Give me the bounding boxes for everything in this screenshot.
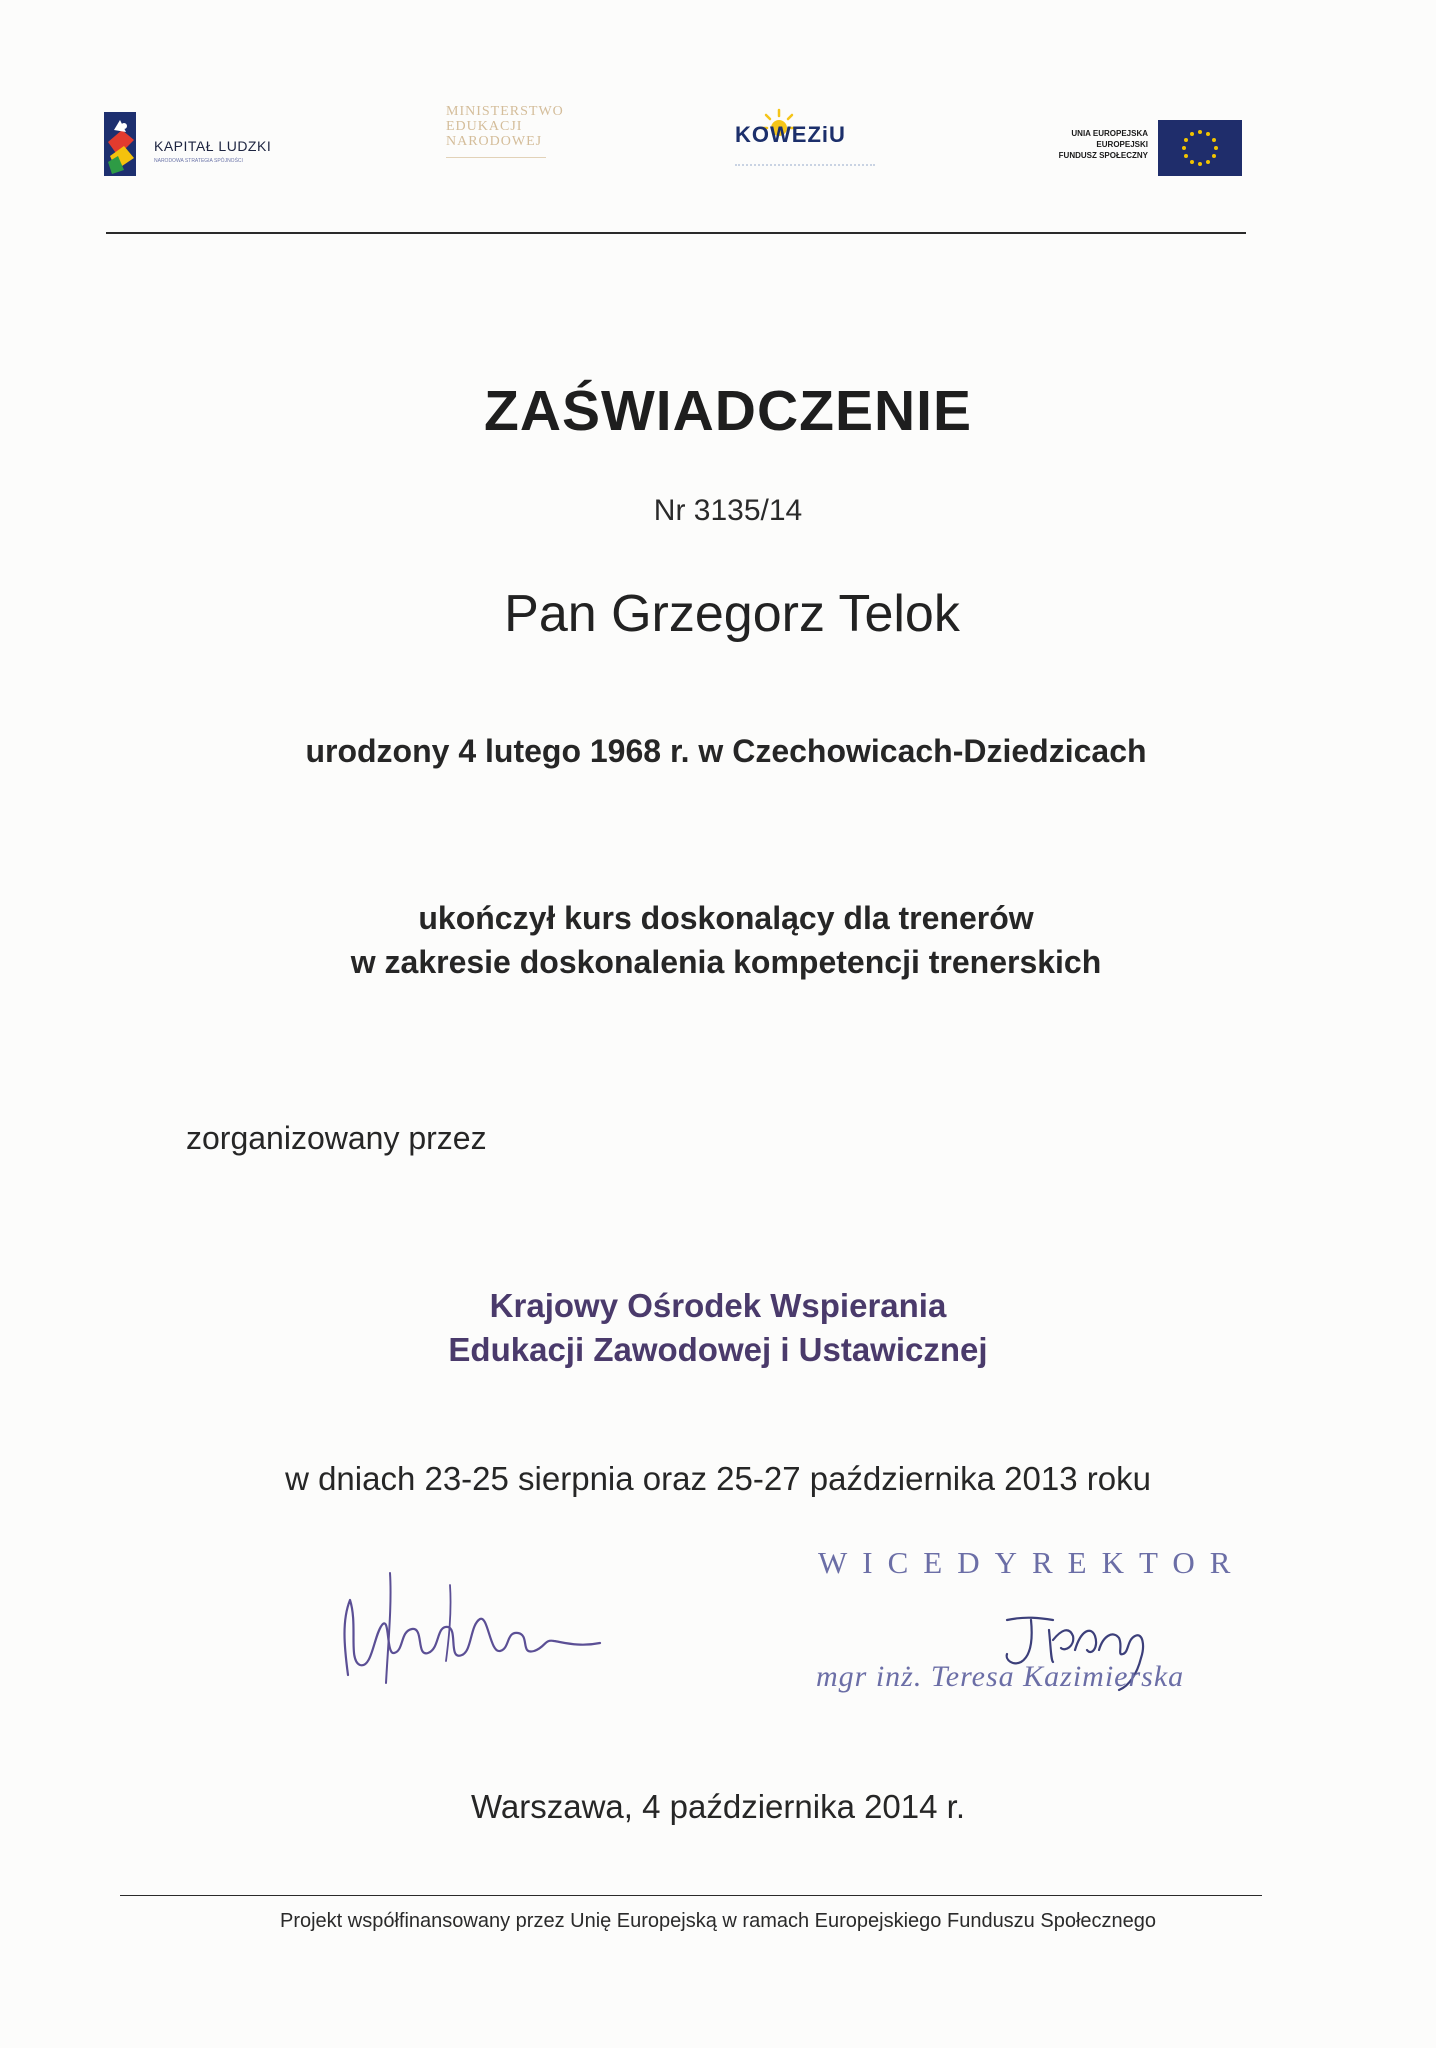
recipient-name: Pan Grzegorz Telok (504, 585, 960, 643)
birth-info: urodzony 4 lutego 1968 r. w Czechowicach-Dziedzicach (305, 733, 1147, 769)
kapital-ludzki-subtitle: NARODOWA STRATEGIA SPÓJNOŚCI (154, 158, 243, 164)
organized-by-label: zorganizowany przez (186, 1120, 487, 1156)
kapital-ludzki-logo (104, 112, 334, 212)
men-divider (446, 157, 546, 158)
course-line-1: ukończył kurs doskonalący dla trenerów (418, 900, 1034, 936)
kowezu-name: KOWEZiU (735, 122, 846, 147)
certificate-number: Nr 3135/14 (653, 494, 803, 527)
ue-line3: FUNDUSZ SPOŁECZNY (1058, 151, 1148, 160)
men-line3: NARODOWEJ (446, 134, 543, 149)
left-signature-icon (330, 1565, 610, 1695)
place-and-date: Warszawa, 4 października 2014 r. (470, 1788, 966, 1825)
kapital-ludzki-name: KAPITAŁ LUDZKI (154, 138, 272, 154)
header-divider (106, 232, 1246, 234)
men-line1: MINISTERSTWO (446, 104, 564, 119)
organizer-line-2: Edukacji Zawodowej i Ustawicznej (448, 1331, 988, 1368)
men-line2: EDUKACJI (446, 119, 523, 134)
footer-note: Projekt współfinansowany przez Unię Europejską w ramach Europejskiego Funduszu Społecznego (279, 1910, 1157, 1932)
stamp-title: WICEDYREKTOR (818, 1545, 1246, 1580)
course-line-2: w zakresie doskonalenia kompetencji trenerskich (350, 944, 1102, 980)
men-logo-text (446, 104, 606, 149)
certificate-title: ZAŚWIADCZENIE (484, 379, 972, 443)
ue-logo (1028, 120, 1248, 220)
organizer-line-1: Krajowy Ośrodek Wspierania (489, 1287, 947, 1324)
eu-flag-icon (1158, 120, 1242, 176)
ue-line1: UNIA EUROPEJSKA (1071, 129, 1148, 138)
ue-text (1028, 128, 1148, 161)
kowezu-logo (735, 120, 885, 220)
ue-line2: EUROPEJSKI (1096, 140, 1148, 149)
footer-divider (120, 1895, 1262, 1896)
men-logo (446, 104, 606, 204)
logo-row (0, 100, 1436, 200)
course-dates: w dniach 23-25 sierpnia oraz 25-27 października 2013 roku (285, 1460, 1151, 1497)
kowezu-tagline-decoration (735, 154, 875, 166)
signatory-name: mgr inż. Teresa Kazimierska (816, 1660, 1185, 1693)
